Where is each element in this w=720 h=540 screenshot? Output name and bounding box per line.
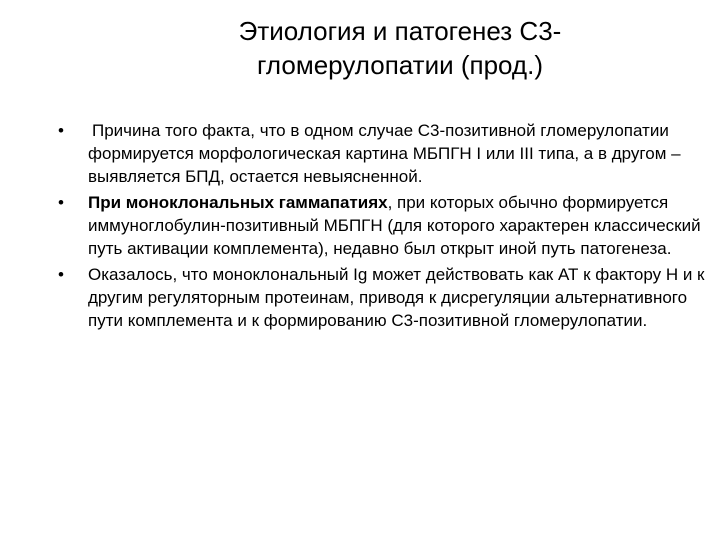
bullet-item-2 [58,191,714,260]
title-line-1: Этиология и патогенез С3- [238,16,562,46]
bullet-text-1: Причина того факта, что в одном случае С3-позитивной гломерулопатии формируется морфологическая картина МБПГН I или III типа, а в другом – выявляется БПД, остается невыясненной. [88,121,681,186]
title-line-2: гломерулопатии (прод.) [257,50,543,80]
bullet-text-2: , при которых обычно формируется иммуноглобулин-позитивный МБПГН (для которого характерен классический путь активации комплемента), недавно был открыт иной путь патогенеза. [88,193,701,258]
bullet-dot-icon: • [58,265,64,284]
bullet-dot-icon: • [58,121,64,140]
bullet-list [58,119,714,335]
bullet-bold-phrase-2: При моноклональных гаммапатиях [88,193,388,212]
bullet-item-3 [58,263,714,332]
slide-title [150,14,650,82]
bullet-dot-icon: • [58,193,64,212]
bullet-item-1 [58,119,714,188]
bullet-text-3: Оказалось, что моноклональный Ig может действовать как АТ к фактору Н и к другим регуляторным протеинам, приводя к дисрегуляции альтернативного пути комплемента и к формированию С3-позитивной гломерулопатии. [88,265,705,330]
